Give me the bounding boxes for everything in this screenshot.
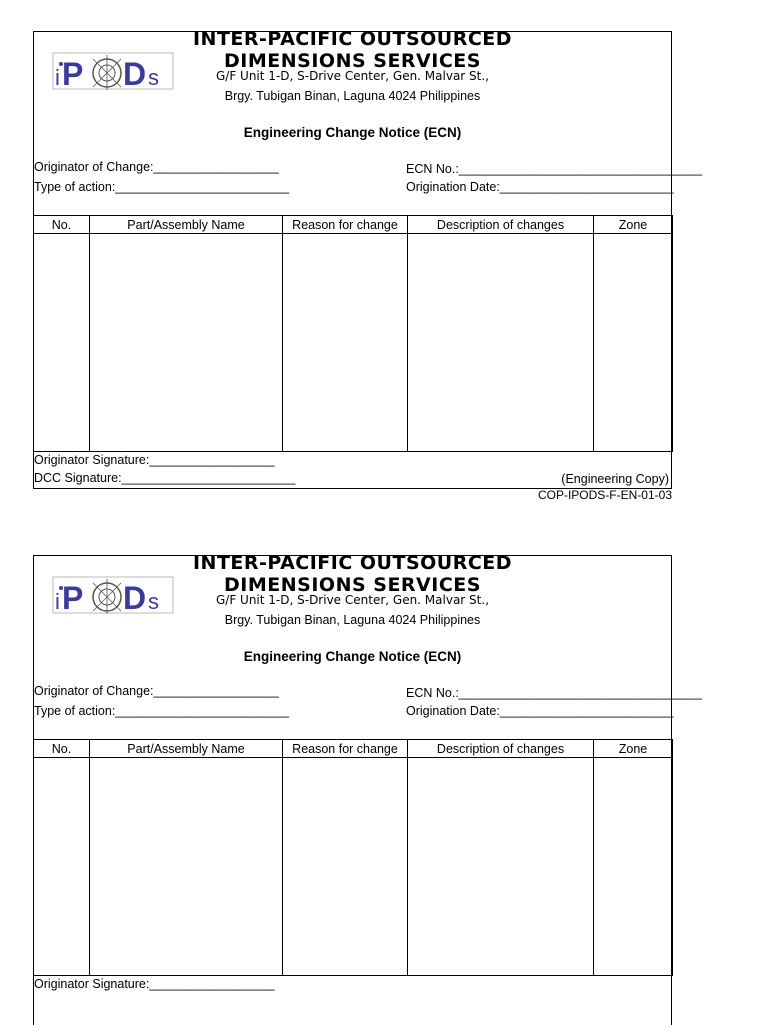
origination-date-field[interactable]: Origination Date:_________________________ xyxy=(406,180,674,194)
column-header-zone: Zone xyxy=(594,740,673,758)
table-cell-description-of-changes[interactable] xyxy=(408,758,594,976)
svg-text:D: D xyxy=(123,580,147,614)
table-cell-part-assembly-name[interactable] xyxy=(90,234,283,452)
company-name-line2: DIMENSIONS SERVICES xyxy=(224,574,481,596)
table-header-row xyxy=(34,216,673,234)
type-of-action-field[interactable]: Type of action:_________________________ xyxy=(34,180,290,194)
origination-date-field[interactable]: Origination Date:_________________________ xyxy=(406,704,674,718)
table-row xyxy=(34,758,673,976)
svg-text:i: i xyxy=(55,589,60,614)
table-row xyxy=(34,234,673,452)
table-cell-zone[interactable] xyxy=(594,758,673,976)
type-of-action-field[interactable]: Type of action:_________________________ xyxy=(34,704,290,718)
table-cell-reason-for-change[interactable] xyxy=(283,234,408,452)
column-header-description-of-changes: Description of changes xyxy=(408,740,594,758)
table-cell-part-assembly-name[interactable] xyxy=(90,758,283,976)
copy-label: (Engineering Copy) xyxy=(561,472,669,486)
table-header-row xyxy=(34,740,673,758)
ecn-form-second-copy xyxy=(33,552,703,1025)
company-name-line2: DIMENSIONS SERVICES xyxy=(224,50,481,72)
svg-text:i: i xyxy=(55,65,60,90)
company-name-line1: INTER-PACIFIC OUTSOURCED xyxy=(192,28,513,50)
ecn-no-field[interactable]: ECN No.:___________________________________ xyxy=(406,686,703,700)
originator-signature-field[interactable]: Originator Signature:__________________ xyxy=(34,977,275,991)
ecn-no-field[interactable]: ECN No.:___________________________________ xyxy=(406,162,703,176)
table-cell-no[interactable] xyxy=(34,758,90,976)
table-cell-description-of-changes[interactable] xyxy=(408,234,594,452)
svg-text:P: P xyxy=(62,580,84,614)
originator-of-change-field[interactable]: Originator of Change:__________________ xyxy=(34,684,279,698)
company-name-line1: INTER-PACIFIC OUTSOURCED xyxy=(192,552,513,574)
form-code: COP-IPODS-F-EN-01-03 xyxy=(537,488,672,502)
form-title: Engineering Change Notice (ECN) xyxy=(243,125,462,140)
column-header-no: No. xyxy=(34,740,90,758)
company-address-line1: G/F Unit 1-D, S-Drive Center, Gen. Malvar St., xyxy=(215,593,490,607)
column-header-reason-for-change: Reason for change xyxy=(283,740,408,758)
originator-of-change-field[interactable]: Originator of Change:__________________ xyxy=(34,160,279,174)
ecn-form-engineering-copy xyxy=(33,28,703,489)
table-cell-reason-for-change[interactable] xyxy=(283,758,408,976)
column-header-zone: Zone xyxy=(594,216,673,234)
table-cell-no[interactable] xyxy=(34,234,90,452)
svg-text:s: s xyxy=(148,65,159,90)
column-header-no: No. xyxy=(34,216,90,234)
column-header-description-of-changes: Description of changes xyxy=(408,216,594,234)
changes-table xyxy=(33,215,673,452)
company-address-line2: Brgy. Tubigan Binan, Laguna 4024 Philippines xyxy=(224,89,481,103)
company-address-line1: G/F Unit 1-D, S-Drive Center, Gen. Malvar St., xyxy=(215,69,490,83)
column-header-part-assembly-name: Part/Assembly Name xyxy=(90,740,283,758)
dcc-signature-field[interactable]: DCC Signature:_________________________ xyxy=(34,471,296,485)
changes-table xyxy=(33,739,673,976)
company-address-line2: Brgy. Tubigan Binan, Laguna 4024 Philippines xyxy=(224,613,481,627)
svg-text:D: D xyxy=(123,56,147,90)
svg-text:P: P xyxy=(62,56,84,90)
form-title: Engineering Change Notice (ECN) xyxy=(243,649,462,664)
column-header-part-assembly-name: Part/Assembly Name xyxy=(90,216,283,234)
svg-text:s: s xyxy=(148,589,159,614)
column-header-reason-for-change: Reason for change xyxy=(283,216,408,234)
table-cell-zone[interactable] xyxy=(594,234,673,452)
originator-signature-field[interactable]: Originator Signature:__________________ xyxy=(34,453,275,467)
